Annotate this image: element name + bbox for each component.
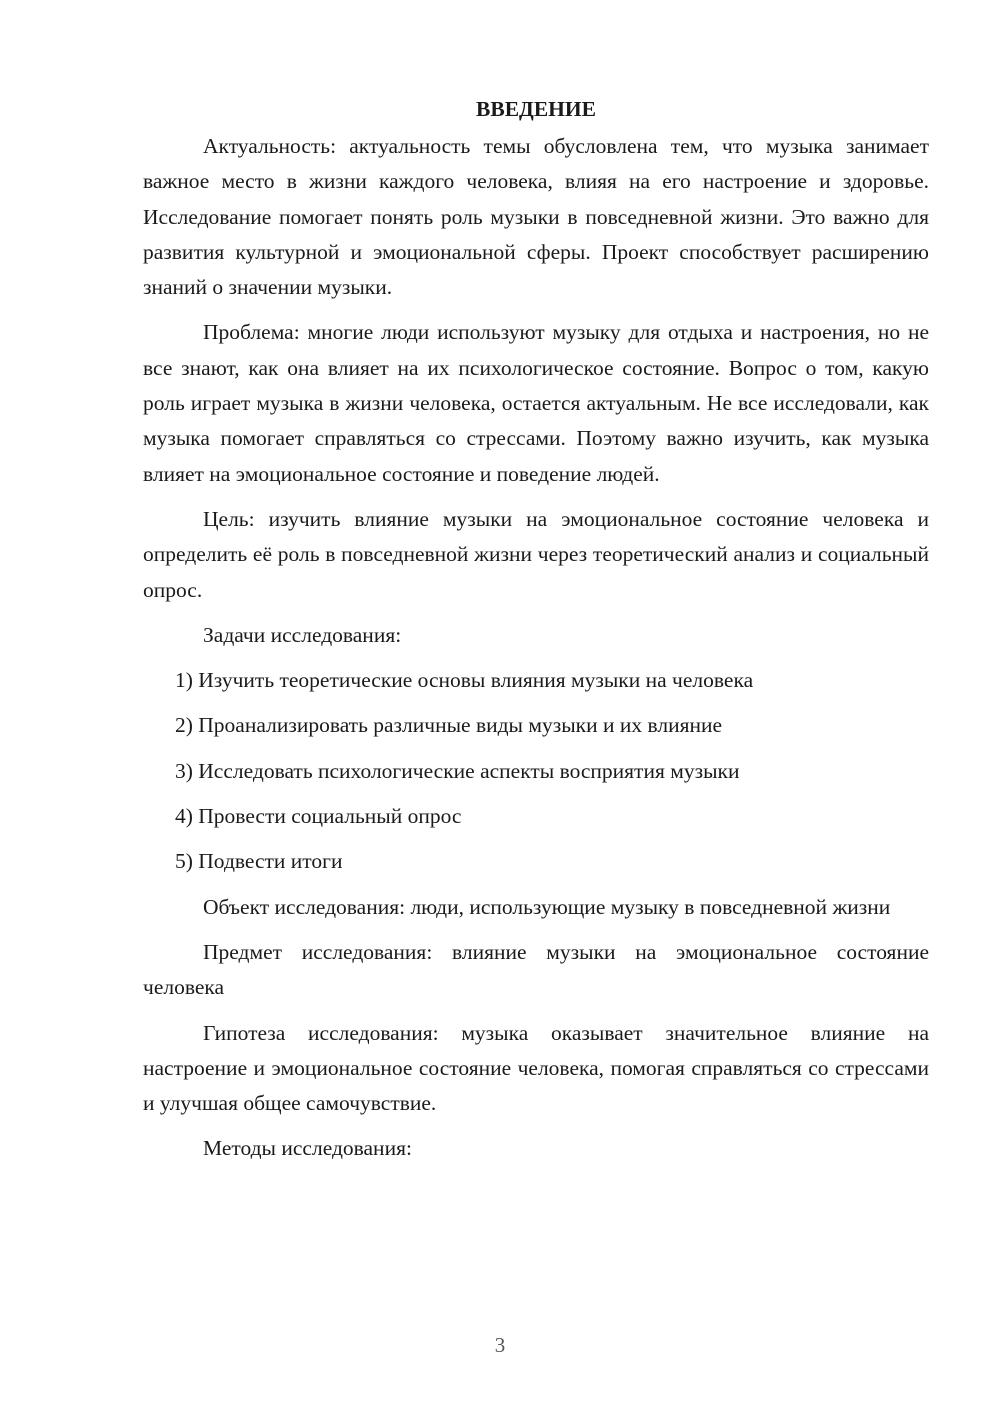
object-paragraph: Объект исследования: люди, использующие музыку в повседневной жизни (203, 894, 891, 919)
tasks-heading: Задачи исследования: (203, 622, 402, 647)
goal-paragraph: Цель: изучить влияние музыки на эмоциональное состояние человека и определить её роль в повседневной жизни через теоретический анализ и социальный опрос. (143, 506, 929, 602)
task-item-2: 2) Проанализировать различные виды музыки и их влияние (175, 713, 723, 738)
task-item-5: 5) Подвести итоги (175, 849, 343, 874)
tasks-list (143, 663, 929, 879)
relevance-paragraph: Актуальность: актуальность темы обусловлена тем, что музыка занимает важное место в жизни каждого человека, влияя на его настроение и здоровье. Исследование помогает понять роль музыки в повседневной жизни. Это важно для развития культурной и эмоциональной сферы. Проект способствует расширению знаний о значении музыки. (143, 134, 929, 300)
problem-paragraph: Проблема: многие люди используют музыку для отдыха и настроения, но не все знают, как она влияет на их психологическое состояние. Вопрос о том, какую роль играет музыка в жизни человека, остается актуальным. Не все исследовали, как музыка помогает справляться со стрессами. Поэтому важно изучить, как музыка влияет на эмоциональное состояние и поведение людей. (143, 320, 929, 486)
document-page (143, 92, 929, 1177)
task-item-1: 1) Изучить теоретические основы влияния музыки на человека (175, 668, 754, 693)
subject-paragraph: Предмет исследования: влияние музыки на эмоциональное состояние человека (143, 939, 929, 1000)
task-item-4: 4) Провести социальный опрос (175, 804, 462, 829)
hypothesis-paragraph: Гипотеза исследования: музыка оказывает значительное влияние на настроение и эмоциональное состояние человека, помогая справляться со стрессами и улучшая общее самочувствие. (143, 1020, 929, 1116)
page-number: 3 (494, 1333, 506, 1357)
section-title: ВВЕДЕНИЕ (476, 97, 596, 121)
task-item-3: 3) Исследовать психологические аспекты восприятия музыки (175, 758, 740, 783)
methods-heading: Методы исследования: (203, 1136, 412, 1161)
